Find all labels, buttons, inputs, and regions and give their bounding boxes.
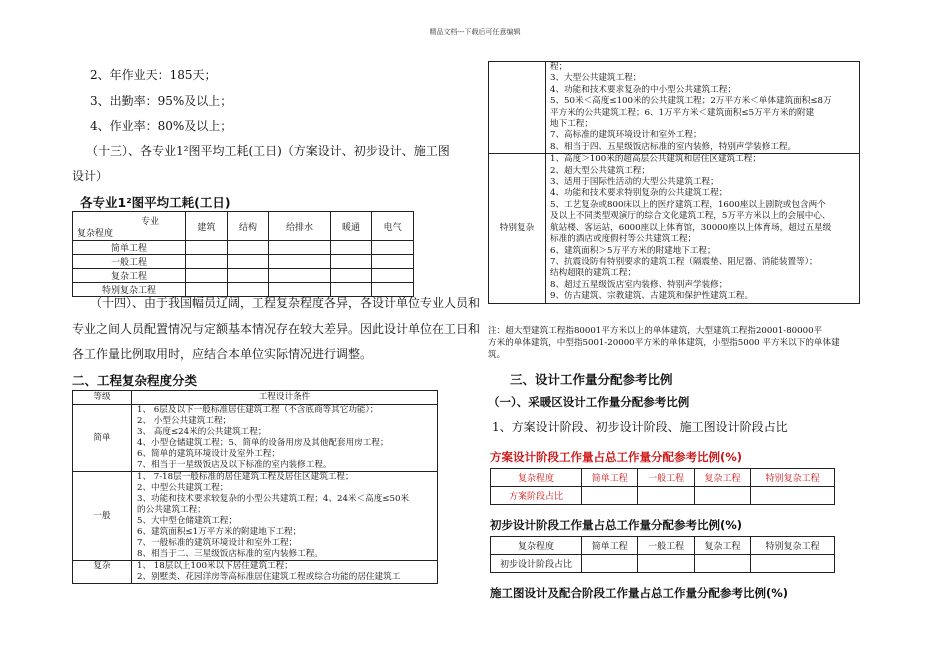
- row-label: 特别复杂工程: [73, 283, 186, 297]
- col-header: 复杂工程: [694, 537, 750, 555]
- para14-line1: （十四）、由于我国幅员辽阔，工程复杂程度各异，各设计单位专业人员和: [90, 296, 481, 310]
- col-header: 简单工程: [582, 537, 638, 555]
- section3-title: 三、设计工作量分配参考比例: [510, 372, 673, 387]
- line-attendance: 3、出勤率：95%及以上；: [90, 94, 233, 108]
- condition-item: 5、工艺复杂或800床以上的医疗建筑工程，1600座以上剧院或包含两个: [550, 199, 826, 210]
- col-header: 结构: [227, 212, 269, 241]
- condition-item: 4、功能和技术要求复杂的中小型公共建筑工程；: [550, 84, 736, 95]
- table-row: [491, 487, 835, 505]
- table-row: [489, 62, 860, 154]
- condition-item: 6、建筑面积＞5万平方米的附建地下工程；: [550, 245, 716, 256]
- condition-item: 9、仿古建筑、宗教建筑、古建筑和保护性建筑工程。: [550, 291, 754, 302]
- condition-item: 6、简单的建筑环境设计及室外工程；: [137, 449, 280, 459]
- col-header: 暖通: [330, 212, 372, 241]
- condition-item: 2、中型公共建筑工程；: [137, 483, 229, 493]
- condition-item: 7、相当于一星级饭店及以下标准的室内装修工程。: [137, 460, 332, 470]
- table-row: [73, 255, 414, 269]
- classification-table: [72, 390, 438, 584]
- condition-item: 2、别墅类、花园洋房等高标准居住建筑工程或综合功能的居住建筑工: [137, 572, 401, 582]
- col-header: 特别复杂工程: [751, 469, 835, 487]
- note-line: 注：超大型建筑工程指80001平方米以上的单体建筑，大型建筑工程指20001-80000平: [488, 326, 823, 336]
- col-header: 一般工程: [638, 537, 694, 555]
- condition-cell: [132, 472, 438, 561]
- para13-line2: 设计）: [72, 169, 109, 183]
- sub1-title: （一）、采暖区设计工作量分配参考比例: [488, 395, 690, 409]
- level-cell: 一般: [73, 472, 132, 561]
- condition-item: 3、功能和技术要求较复杂的小型公共建筑工程；4、24米＜高度≤50米: [137, 494, 410, 504]
- corner-bottom-label: 复杂程度: [77, 229, 114, 239]
- prelim-table-title: 初步设计阶段工作量占总工作量分配参考比例(%): [490, 518, 743, 532]
- row-label: 简单工程: [73, 241, 186, 255]
- condition-item: 标准的酒店或度假村等公共建筑工程；: [550, 234, 697, 245]
- classification-table-cont: [488, 61, 860, 304]
- para13-line1: （十三）、各专业1²图平均工耗(工日)（方案设计、初步设计、施工图: [86, 144, 450, 158]
- condition-item: 2、 小型公共建筑工程；: [137, 416, 232, 426]
- table-row: [73, 561, 438, 584]
- col-header: 复杂程度: [491, 469, 582, 487]
- condition-item: 3、大型公共建筑工程；: [550, 73, 642, 84]
- condition-item: 2、超大型公共建筑工程；: [550, 165, 650, 176]
- table-row: [73, 241, 414, 255]
- condition-cell: [132, 561, 438, 584]
- table-row: [73, 283, 414, 297]
- col-header: 复杂工程: [694, 469, 750, 487]
- scheme-ratio-table: [490, 468, 835, 505]
- condition-item: 8、相当于四、五星级饭店标准的室内装修，特别声学装修工程。: [550, 141, 797, 152]
- table-row: [491, 555, 835, 573]
- row-label: 一般工程: [73, 255, 186, 269]
- row-label: 方案阶段占比: [491, 487, 582, 505]
- para14-line2: 专业之间人员配置情况与定额基本情况存在较大差异。因此设计单位在工日和: [72, 322, 481, 336]
- row-label: 复杂工程: [73, 269, 186, 283]
- condition-item: 及以上不同类型观演厅的综合文化建筑工程，5万平方米以上的会展中心、: [550, 211, 831, 222]
- condition-item: 航站楼、客运站，6000座以上体育馆，30000座以上体育场，超过五星级: [550, 222, 832, 233]
- head-condition: 工程设计条件: [132, 391, 438, 405]
- note-line: 方米的单体建筑，中型指5001-20000平方米的单体建筑，小型指5000 平方米以下的单体建: [488, 338, 840, 348]
- condition-item: 1、高度＞100米的超高层公共建筑和居住区建筑工程；: [550, 154, 761, 165]
- table-row: [489, 154, 860, 303]
- col-header: 复杂程度: [491, 537, 582, 555]
- line-work-rate: 4、作业率：80%及以上；: [90, 119, 233, 133]
- condition-item: 7、抗震设防有特别要求的建筑工程（隔震垫、阻尼器、消能装置等）；: [550, 256, 818, 267]
- col-header: 简单工程: [582, 469, 638, 487]
- section2-title: 二、工程复杂程度分类: [72, 373, 198, 388]
- prelim-ratio-table: [490, 536, 835, 573]
- condition-item: 平方米的公共建筑工程；6、1万平方米＜建筑面积≤5万平方米的附建: [550, 107, 815, 118]
- level-cell: 复杂: [73, 561, 132, 584]
- condition-cell: [546, 62, 860, 154]
- level-cell: 简单: [73, 405, 132, 472]
- condition-item: 3、 高度≤24米的公共建筑工程；: [137, 427, 267, 437]
- corner-top-label: 专业: [140, 217, 159, 227]
- table-row: [73, 405, 438, 472]
- table-row: [73, 472, 438, 561]
- scheme-table-title: 方案设计阶段工作量占总工作量分配参考比例(%): [490, 450, 743, 464]
- condition-item: 的公共建筑工程；: [137, 505, 206, 515]
- level-cell: 特别复杂: [489, 154, 546, 303]
- table-row: [73, 269, 414, 283]
- para14-line3: 各工作量比例取用时，应结合本单位实际情况进行调整。: [72, 347, 373, 361]
- item1: 1、方案设计阶段、初步设计阶段、施工图设计阶段占比: [492, 420, 788, 434]
- col-header: 特别复杂工程: [751, 537, 835, 555]
- condition-cell: [132, 405, 438, 472]
- col-header: 给排水: [269, 212, 330, 241]
- condition-item: 1、 7-18层一般标准的居住建筑工程及居住区建筑工程；: [137, 472, 354, 482]
- condition-item: 7、一般标准的建筑环境设计和室外工程；: [137, 538, 298, 548]
- head-level: 等级: [73, 391, 132, 405]
- condition-item: 4、功能和技术要求特别复杂的公共建筑工程；: [550, 188, 728, 199]
- condition-item: 5、大中型仓储建筑工程；: [137, 516, 237, 526]
- condition-item: 1、 18层以上100米以下居住建筑工程；: [137, 561, 293, 571]
- row-label: 初步设计阶段占比: [491, 555, 582, 573]
- condition-item: 程；: [550, 62, 568, 72]
- construction-table-title: 施工图设计及配合阶段工作量占总工作量分配参考比例(%): [490, 586, 789, 600]
- condition-item: 地下工程；: [550, 119, 593, 130]
- condition-item: 4、小型仓储建筑工程；5、简单的设备用房及其他配套用房工程；: [137, 438, 389, 448]
- note-line: 筑。: [488, 350, 506, 360]
- condition-item: 1、 6层及以下一般标准居住建筑工程（不含底商等其它功能）；: [137, 405, 379, 415]
- condition-item: 7、高标准的建筑环境设计和室外工程；: [550, 130, 702, 141]
- condition-item: 8、超过五星级饭店室内装修、特别声学装修；: [550, 279, 728, 290]
- line-work-days: 2、年作业天：185天；: [90, 68, 217, 82]
- condition-item: 结构超限的建筑工程；: [550, 268, 636, 279]
- condition-item: 6、建筑面积≤1万平方米的附建地下工程；: [137, 527, 302, 537]
- col-header: 一般工程: [638, 469, 694, 487]
- corner-cell: [73, 212, 186, 241]
- page-header: 精品文档---下载后可任意编辑: [429, 28, 521, 36]
- col-header: 电气: [372, 212, 414, 241]
- condition-item: 5、50米＜高度≤100米的公共建筑工程；2万平方米＜单体建筑面积≤8万: [550, 96, 832, 107]
- col-header: 建筑: [186, 212, 228, 241]
- condition-item: 8、相当于二、三星级饭店标准的室内装修工程。: [137, 549, 323, 559]
- condition-item: 3、适用于国际性活动的大型公共建筑工程；: [550, 177, 719, 188]
- workday-table: [72, 211, 414, 297]
- table1-title: 各专业1²图平均工耗(工日): [80, 195, 231, 210]
- condition-cell: [546, 154, 860, 303]
- note: [488, 325, 880, 361]
